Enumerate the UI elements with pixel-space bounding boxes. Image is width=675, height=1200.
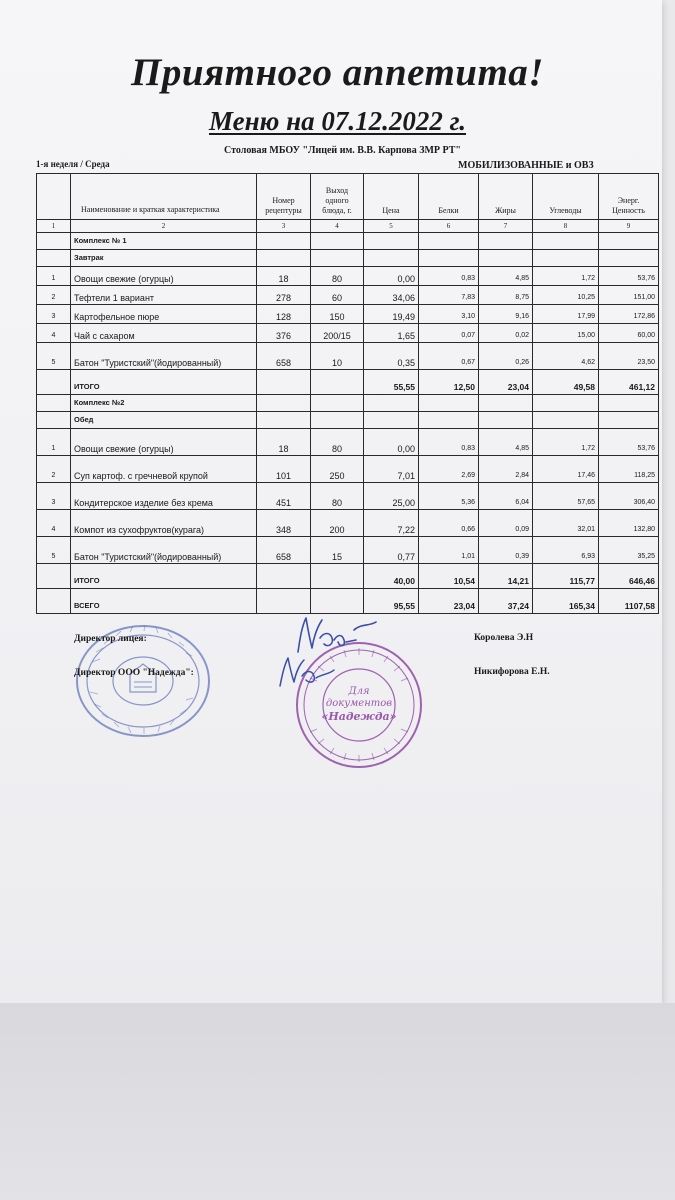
- grand-total-energy: 1107,58: [599, 589, 659, 614]
- table-row: [37, 286, 659, 305]
- item-carbs: 32,01: [533, 510, 599, 537]
- header-carbs: Углеводы: [533, 174, 599, 220]
- item-carbs: 57,65: [533, 483, 599, 510]
- meal-row: [37, 412, 659, 429]
- grand-total-label: ВСЕГО: [71, 589, 257, 614]
- meal-row: [37, 250, 659, 267]
- col-num: 2: [71, 220, 257, 233]
- item-no: 5: [37, 343, 71, 370]
- item-output: 80: [311, 483, 364, 510]
- item-code: 348: [257, 510, 311, 537]
- supplier-label: Директор ООО "Надежда":: [74, 668, 194, 678]
- meal-title: Завтрак: [71, 250, 257, 267]
- table-row: [37, 429, 659, 456]
- item-fat: 0,02: [479, 324, 533, 343]
- item-protein: 5,36: [419, 483, 479, 510]
- table-header-row: [37, 174, 659, 220]
- item-energy: 23,50: [599, 343, 659, 370]
- header-fat: Жиры: [479, 174, 533, 220]
- item-price: 25,00: [364, 483, 419, 510]
- item-protein: 0,67: [419, 343, 479, 370]
- table-row: [37, 305, 659, 324]
- item-energy: 35,25: [599, 537, 659, 564]
- item-price: 0,35: [364, 343, 419, 370]
- item-price: 7,22: [364, 510, 419, 537]
- item-no: 4: [37, 324, 71, 343]
- total-carbs: 49,58: [533, 370, 599, 395]
- item-no: 4: [37, 510, 71, 537]
- total-row: [37, 370, 659, 395]
- item-protein: 0,66: [419, 510, 479, 537]
- total-energy: 646,46: [599, 564, 659, 589]
- meal-title: Обед: [71, 412, 257, 429]
- item-energy: 53,76: [599, 429, 659, 456]
- item-fat: 9,16: [479, 305, 533, 324]
- table-row: [37, 324, 659, 343]
- item-protein: 7,83: [419, 286, 479, 305]
- stamp-text-line: «Надежда»: [321, 710, 397, 723]
- total-fat: 23,04: [479, 370, 533, 395]
- item-name: Компот из сухофруктов(курага): [71, 510, 257, 537]
- item-energy: 132,80: [599, 510, 659, 537]
- table-row: [37, 537, 659, 564]
- total-carbs: 115,77: [533, 564, 599, 589]
- menu-date: 07.12.2022 г.: [321, 106, 466, 136]
- item-protein: 0,83: [419, 429, 479, 456]
- complex-title: Комплекс №2: [71, 395, 257, 412]
- item-fat: 2,84: [479, 456, 533, 483]
- item-protein: 0,83: [419, 267, 479, 286]
- item-output: 200/15: [311, 324, 364, 343]
- item-carbs: 6,93: [533, 537, 599, 564]
- total-price: 40,00: [364, 564, 419, 589]
- col-num: 4: [311, 220, 364, 233]
- item-carbs: 17,46: [533, 456, 599, 483]
- item-name: Суп картоф. с гречневой крупой: [71, 456, 257, 483]
- item-price: 7,01: [364, 456, 419, 483]
- grand-total-protein: 23,04: [419, 589, 479, 614]
- item-name: Кондитерское изделие без крема: [71, 483, 257, 510]
- item-protein: 1,01: [419, 537, 479, 564]
- col-num: 3: [257, 220, 311, 233]
- col-num: 5: [364, 220, 419, 233]
- item-energy: 53,76: [599, 267, 659, 286]
- total-energy: 461,12: [599, 370, 659, 395]
- item-price: 34,06: [364, 286, 419, 305]
- item-output: 80: [311, 429, 364, 456]
- item-protein: 0,07: [419, 324, 479, 343]
- total-protein: 12,50: [419, 370, 479, 395]
- header-protein: Белки: [419, 174, 479, 220]
- item-price: 1,65: [364, 324, 419, 343]
- item-fat: 8,75: [479, 286, 533, 305]
- column-number-row: [37, 220, 659, 233]
- supplier-name: Никифорова Е.Н.: [474, 667, 550, 677]
- item-price: 0,00: [364, 267, 419, 286]
- page-title: Приятного аппетита!: [131, 51, 544, 94]
- total-price: 55,55: [364, 370, 419, 395]
- item-output: 150: [311, 305, 364, 324]
- item-code: 658: [257, 343, 311, 370]
- item-no: 3: [37, 483, 71, 510]
- grand-total-price: 95,55: [364, 589, 419, 614]
- table-row: [37, 343, 659, 370]
- canteen-name: Столовая МБОУ "Лицей им. В.В. Карпова ЗМР РТ": [224, 145, 461, 156]
- item-code: 278: [257, 286, 311, 305]
- grand-total-row: [37, 589, 659, 614]
- item-protein: 3,10: [419, 305, 479, 324]
- item-code: 18: [257, 267, 311, 286]
- director-label: Директор лицея:: [74, 634, 147, 644]
- header-output: Выход одного блюда, г.: [311, 174, 364, 220]
- item-carbs: 4,62: [533, 343, 599, 370]
- week-day: 1-я неделя / Среда: [36, 159, 110, 169]
- stamp-text-line: документов: [325, 698, 393, 709]
- item-name: Тефтели 1 вариант: [71, 286, 257, 305]
- total-label: ИТОГО: [71, 370, 257, 395]
- item-carbs: 1,72: [533, 429, 599, 456]
- item-no: 2: [37, 456, 71, 483]
- item-name: Картофельное пюре: [71, 305, 257, 324]
- item-code: 658: [257, 537, 311, 564]
- header-price: Цена: [364, 174, 419, 220]
- grand-total-fat: 37,24: [479, 589, 533, 614]
- background-surface: [0, 1003, 675, 1200]
- item-name: Чай с сахаром: [71, 324, 257, 343]
- item-energy: 306,40: [599, 483, 659, 510]
- header-code: Номер рецептуры: [257, 174, 311, 220]
- grand-total-carbs: 165,34: [533, 589, 599, 614]
- item-no: 1: [37, 429, 71, 456]
- col-num: 6: [419, 220, 479, 233]
- item-output: 10: [311, 343, 364, 370]
- item-name: Овощи свежие (огурцы): [71, 429, 257, 456]
- item-protein: 2,69: [419, 456, 479, 483]
- item-carbs: 15,00: [533, 324, 599, 343]
- item-output: 200: [311, 510, 364, 537]
- item-carbs: 10,25: [533, 286, 599, 305]
- item-energy: 118,25: [599, 456, 659, 483]
- col-num: 7: [479, 220, 533, 233]
- complex-title: Комплекс № 1: [71, 233, 257, 250]
- menu-prefix: Меню на: [209, 106, 322, 136]
- item-fat: 4,85: [479, 429, 533, 456]
- item-fat: 0,09: [479, 510, 533, 537]
- menu-date-heading: [0, 106, 675, 137]
- item-fat: 0,39: [479, 537, 533, 564]
- table-row: [37, 510, 659, 537]
- director-name: Королева Э.Н: [474, 633, 534, 643]
- stamp-text-line: Для: [348, 686, 370, 697]
- total-label: ИТОГО: [71, 564, 257, 589]
- total-fat: 14,21: [479, 564, 533, 589]
- item-output: 80: [311, 267, 364, 286]
- menu-table: [36, 173, 659, 614]
- total-row: [37, 564, 659, 589]
- header-energy: Энерг. Ценность: [599, 174, 659, 220]
- item-fat: 4,85: [479, 267, 533, 286]
- item-no: 3: [37, 305, 71, 324]
- item-name: Батон "Туристский"(йодированный): [71, 537, 257, 564]
- item-energy: 60,00: [599, 324, 659, 343]
- item-carbs: 17,99: [533, 305, 599, 324]
- item-output: 15: [311, 537, 364, 564]
- item-code: 18: [257, 429, 311, 456]
- item-name: Овощи свежие (огурцы): [71, 267, 257, 286]
- table-row: [37, 267, 659, 286]
- col-num: 9: [599, 220, 659, 233]
- item-output: 250: [311, 456, 364, 483]
- item-no: 1: [37, 267, 71, 286]
- item-price: 0,00: [364, 429, 419, 456]
- item-code: 101: [257, 456, 311, 483]
- item-price: 19,49: [364, 305, 419, 324]
- item-name: Батон "Туристский"(йодированный): [71, 343, 257, 370]
- complex-row: [37, 395, 659, 412]
- total-protein: 10,54: [419, 564, 479, 589]
- table-row: [37, 483, 659, 510]
- item-no: 2: [37, 286, 71, 305]
- item-price: 0,77: [364, 537, 419, 564]
- complex-row: [37, 233, 659, 250]
- col-num: 1: [37, 220, 71, 233]
- col-num: 8: [533, 220, 599, 233]
- item-no: 5: [37, 537, 71, 564]
- item-energy: 151,00: [599, 286, 659, 305]
- header-name: Наименование и краткая характеристика: [71, 174, 257, 220]
- item-fat: 6,04: [479, 483, 533, 510]
- table-row: [37, 456, 659, 483]
- category-label: МОБИЛИЗОВАННЫЕ и ОВЗ: [458, 160, 594, 171]
- supplier-signature: [276, 652, 340, 692]
- header-no: [37, 174, 71, 220]
- item-carbs: 1,72: [533, 267, 599, 286]
- item-output: 60: [311, 286, 364, 305]
- item-code: 376: [257, 324, 311, 343]
- item-energy: 172,86: [599, 305, 659, 324]
- item-code: 128: [257, 305, 311, 324]
- item-code: 451: [257, 483, 311, 510]
- item-fat: 0,26: [479, 343, 533, 370]
